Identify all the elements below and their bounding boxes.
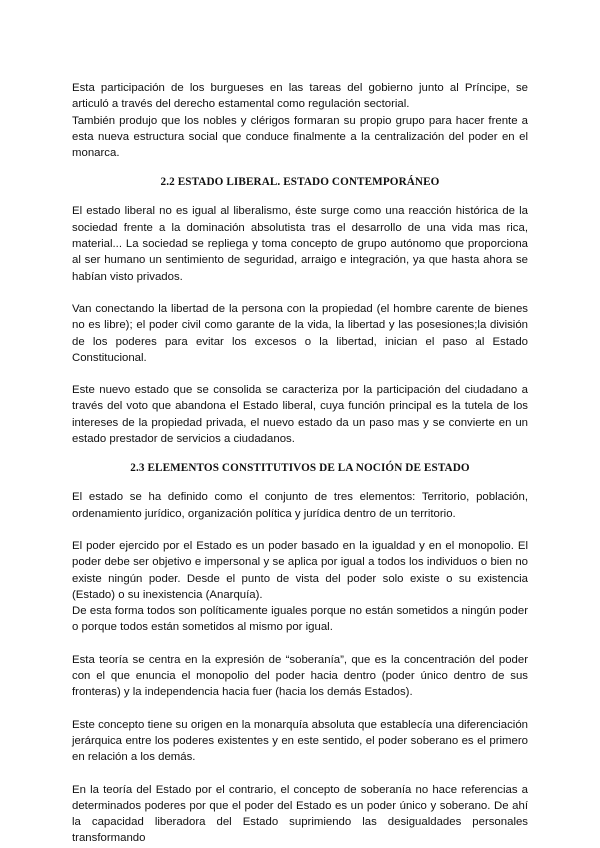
section-2-2-paragraph-1: El estado liberal no es igual al liberalismo, éste surge como una reacción histórica de la sociedad frente a la dominación absolutista tras el desarrollo de una vida mas rica, material... La sociedad se repliega y toma concepto de grupo autónomo que proporciona al ser humano un sentimiento de seguridad, arraigo e integración, ya que hasta ahora se habían visto privados.	[72, 205, 528, 283]
section-2-2-paragraph-2: Van conectando la libertad de la persona con la propiedad (el hombre carente de bienes no es libre); el poder civil como garante de la vida, la libertad y las posesiones;la división de los poderes para evitar los excesos o la libertad, inician el paso al Estado Constitucional.	[72, 302, 528, 364]
intro-paragraph-2: También produjo que los nobles y clérigos formaran su propio grupo para hacer frente a esta nueva estructura social que conduce finalmente a la centralización del poder en el monarca.	[72, 114, 528, 160]
section-2-3-paragraph-4: Esta teoría se centra en la expresión de “soberanía”, que es la concentración del poder con el que enuncia el monopolio del poder hacia dentro (poder único dentro de sus fronteras) y la independencia hacia fuer (hacia los demás Estados).	[72, 653, 528, 699]
section-2-2-paragraph-3: Este nuevo estado que se consolida se caracteriza por la participación del ciudadano a través del voto que abandona el Estado liberal, cuya función principal es la tutela de los intereses de la propiedad privada, el nuevo estado da un paso mas y se convierte en un estado prestador de servicios a ciudadanos.	[72, 384, 528, 446]
section-2-3-paragraph-1: El estado se ha definido como el conjunto de tres elementos: Territorio, población, ordenamiento jurídico, organización política y jurídica dentro de un territorio.	[72, 491, 528, 520]
section-2-3-paragraph-6: En la teoría del Estado por el contrario, el concepto de soberanía no hace referencias a determinados poderes por que el poder del Estado es un poder único y soberano. De ahí la capacidad liberadora del Estado suprimiendo las desigualdades personales transformando	[72, 783, 528, 845]
intro-paragraph-1: Esta participación de los burgueses en las tareas del gobierno junto al Príncipe, se articuló a través del derecho estamental como regulación sectorial.	[72, 82, 528, 111]
section-2-3-paragraph-5: Este concepto tiene su origen en la monarquía absoluta que establecía una diferenciación jerárquica entre los poderes existentes y en este sentido, el poder soberano es el primero en relación a los demás.	[72, 718, 528, 764]
section-2-2-heading: 2.2 ESTADO LIBERAL. ESTADO CONTEMPORÁNEO	[160, 176, 440, 189]
section-2-3-heading: 2.3 ELEMENTOS CONSTITUTIVOS DE LA NOCIÓN DE ESTADO	[130, 462, 470, 475]
section-2-3-paragraph-2: El poder ejercido por el Estado es un poder basado en la igualdad y en el monopolio. El poder debe ser objetivo e impersonal y se aplica por igual a todos los individuos o bien no existe ningún poder. Desde el punto de vista del poder solo existe o su existencia (Estado) o su inexistencia (Anarquía).	[72, 539, 528, 601]
section-2-3-paragraph-3: De esta forma todos son políticamente iguales porque no están sometidos a ningún poder o porque todos están sometidos al mismo por igual.	[72, 605, 528, 634]
